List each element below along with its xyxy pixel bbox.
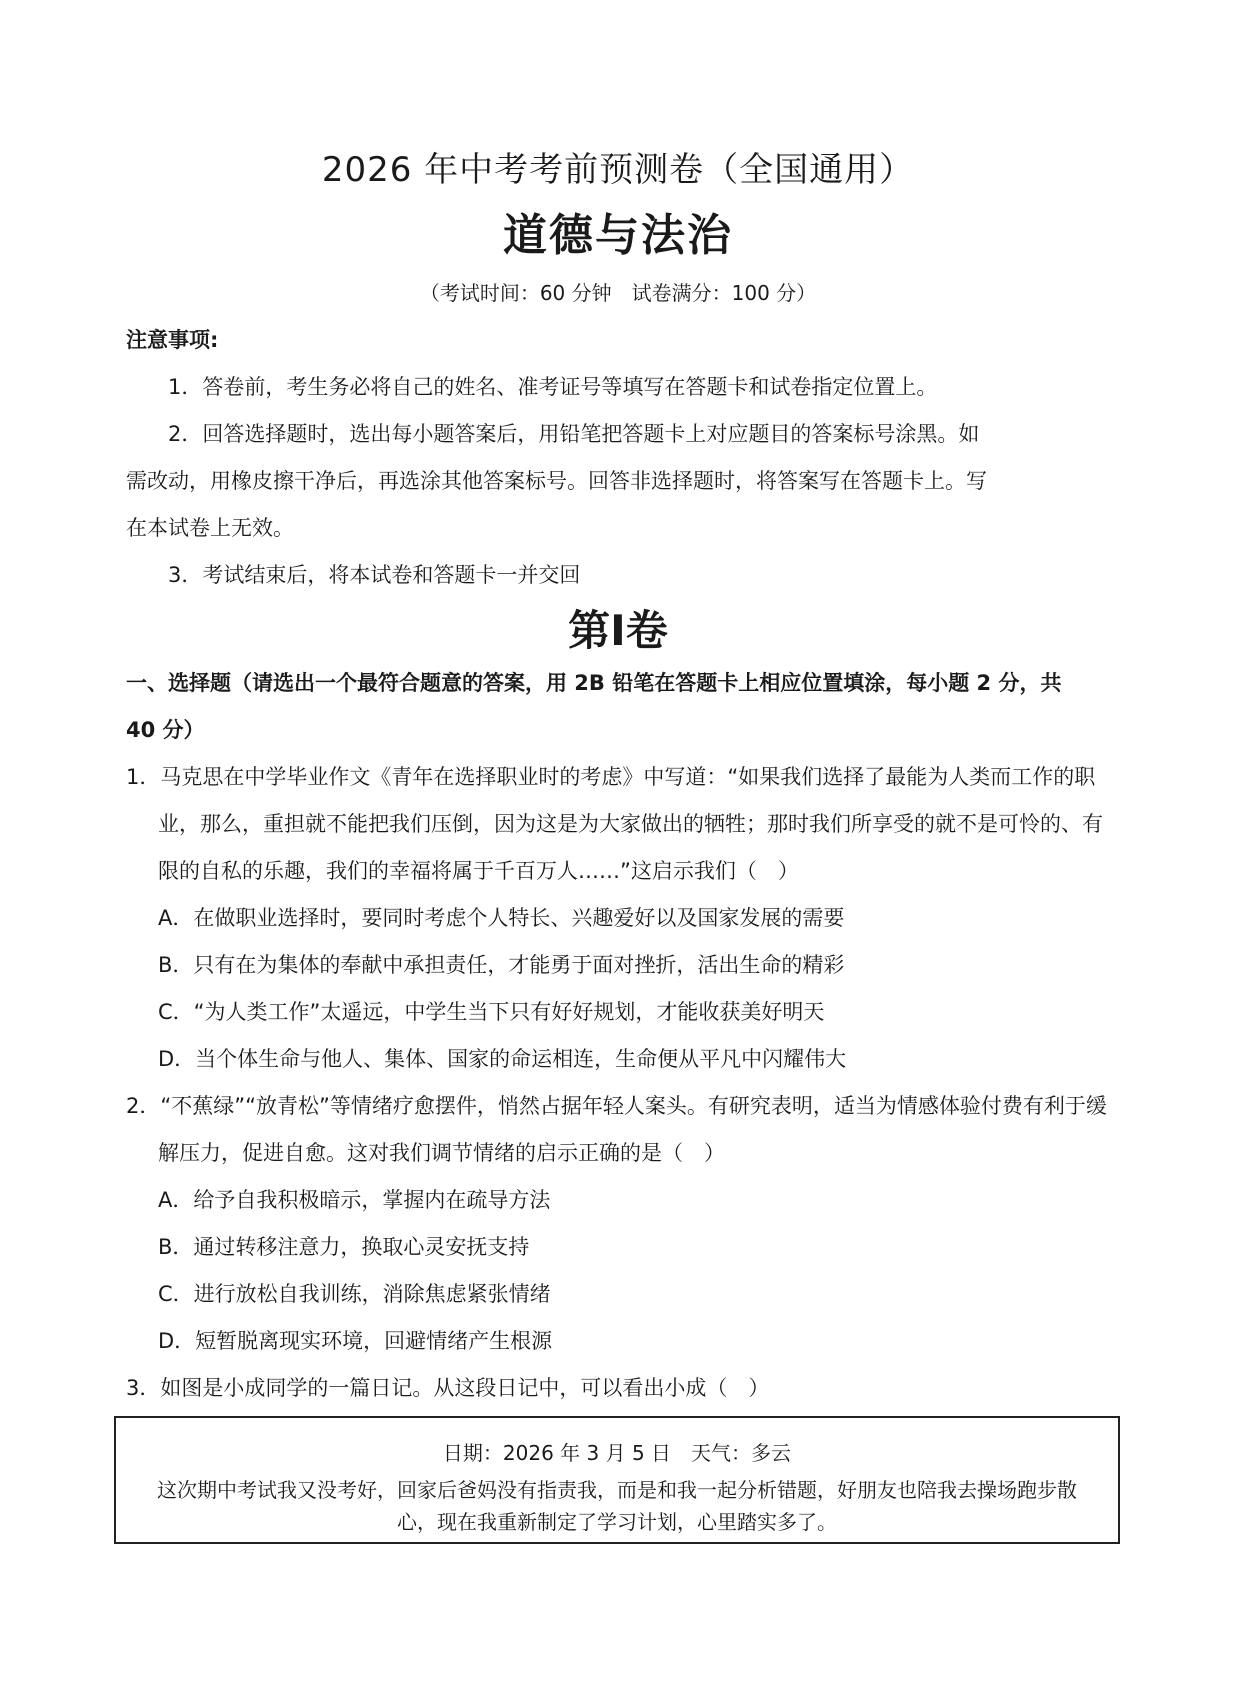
note-item: 1．答卷前，考生务必将自己的姓名、准考证号等填写在答题卡和试卷指定位置上。 bbox=[168, 375, 938, 399]
section-heading: 一、选择题（请选出一个最符合题意的答案，用 2B 铅笔在答题卡上相应位置填涂，每小题 2 分，共 bbox=[126, 671, 1062, 695]
question-1-stem: 业，那么，重担就不能把我们压倒，因为这是为大家做出的牺牲；那时我们所享受的就不是可怜的、有 bbox=[158, 812, 1103, 836]
question-1-option-d: D．当个体生命与他人、集体、国家的命运相连，生命便从平凡中闪耀伟大 bbox=[158, 1047, 847, 1071]
question-2-stem: 2．“不蕉绿”“放青松”等情绪疗愈摆件，悄然占据年轻人案头。有研究表明，适当为情感体验付费有利于缓 bbox=[126, 1094, 1107, 1118]
question-2-option-b: B．通过转移注意力，换取心灵安抚支持 bbox=[158, 1235, 530, 1259]
diary-date: 日期：2026 年 3 月 5 日 天气：多云 bbox=[442, 1441, 792, 1465]
note-item: 3．考试结束后，将本试卷和答题卡一并交回 bbox=[168, 563, 581, 587]
question-2-option-a: A．给予自我积极暗示，掌握内在疏导方法 bbox=[158, 1188, 551, 1212]
note-item: 2．回答选择题时，选出每小题答案后，用铅笔把答题卡上对应题目的答案标号涂黑。如 bbox=[168, 422, 980, 446]
note-item: 在本试卷上无效。 bbox=[126, 516, 294, 540]
note-item: 需改动，用橡皮擦干净后，再选涂其他答案标号。回答非选择题时，将答案写在答题卡上。写 bbox=[126, 469, 987, 493]
question-3-stem: 3．如图是小成同学的一篇日记。从这段日记中，可以看出小成（ ） bbox=[126, 1376, 770, 1400]
diary-text-line: 心，现在我重新制定了学习计划，心里踏实多了。 bbox=[397, 1510, 837, 1534]
question-1-option-a: A．在做职业选择时，要同时考虑个人特长、兴趣爱好以及国家发展的需要 bbox=[158, 906, 845, 930]
section-heading-cont: 40 分） bbox=[126, 718, 205, 742]
question-2-option-c: C．进行放松自我训练，消除焦虑紧张情绪 bbox=[158, 1282, 551, 1306]
notes-heading: 注意事项: bbox=[126, 328, 219, 352]
volume-title: 第Ⅰ卷 bbox=[568, 606, 668, 655]
question-2-option-d: D．短暂脱离现实环境，回避情绪产生根源 bbox=[158, 1329, 553, 1353]
question-2-stem: 解压力，促进自愈。这对我们调节情绪的启示正确的是（ ） bbox=[158, 1141, 725, 1165]
diary-text-line: 这次期中考试我又没考好，回家后爸妈没有指责我，而是和我一起分析错题，好朋友也陪我去操场跑步散 bbox=[157, 1478, 1077, 1502]
diary-text bbox=[130, 1474, 1104, 1538]
question-1-option-b: B．只有在为集体的奉献中承担责任，才能勇于面对挫折，活出生命的精彩 bbox=[158, 953, 845, 977]
question-1-stem: 1．马克思在中学毕业作文《青年在选择职业时的考虑》中写道：“如果我们选择了最能为人类而工作的职 bbox=[126, 765, 1096, 789]
exam-info: （考试时间：60 分钟 试卷满分：100 分） bbox=[419, 281, 817, 305]
question-1-stem: 限的自私的乐趣，我们的幸福将属于千百万人……”这启示我们（ ） bbox=[158, 859, 799, 883]
exam-title: 2026 年中考考前预测卷（全国通用） bbox=[321, 150, 915, 190]
question-1-option-c: C．“为人类工作”太遥远，中学生当下只有好好规划，才能收获美好明天 bbox=[158, 1000, 825, 1024]
diary-box bbox=[114, 1416, 1120, 1544]
subject-title: 道德与法治 bbox=[503, 210, 733, 261]
